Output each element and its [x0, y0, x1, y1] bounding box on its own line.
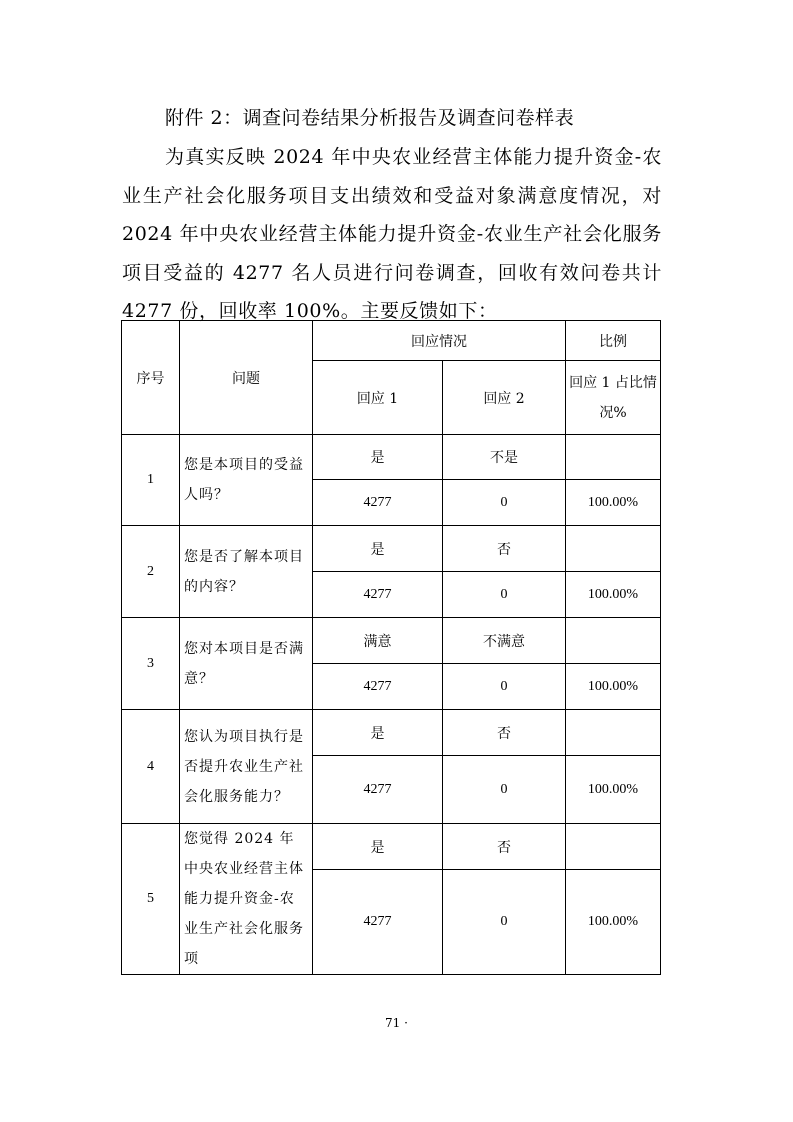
row-ratio: 100.00% — [566, 756, 661, 824]
row-count2: 0 — [443, 572, 566, 618]
row-count1: 4277 — [313, 664, 443, 710]
row-count1: 4277 — [313, 756, 443, 824]
row-ratio: 100.00% — [566, 572, 661, 618]
row-option2: 否 — [443, 710, 566, 756]
page-number: 71 · — [385, 1016, 408, 1030]
row-option2: 否 — [443, 526, 566, 572]
row-question: 您认为项目执行是否提升农业生产社会化服务能力？ — [180, 710, 313, 824]
row-ratio: 100.00% — [566, 480, 661, 526]
header-response2: 回应 2 — [443, 361, 566, 435]
row-option2: 不是 — [443, 435, 566, 480]
row-seq: 1 — [122, 435, 180, 526]
header-seq: 序号 — [122, 321, 180, 435]
table-row — [122, 824, 661, 870]
row-option2: 不满意 — [443, 618, 566, 664]
header-response1: 回应 1 — [313, 361, 443, 435]
header-ratio-detail: 回应 1 占比情况% — [566, 361, 661, 435]
header-row-top — [122, 321, 661, 361]
row-option1: 是 — [313, 435, 443, 480]
row-ratio: 100.00% — [566, 664, 661, 710]
row-seq: 3 — [122, 618, 180, 710]
row-seq: 4 — [122, 710, 180, 824]
row-count2: 0 — [443, 756, 566, 824]
row-question: 您对本项目是否满意？ — [180, 618, 313, 710]
row-question: 您是本项目的受益人吗？ — [180, 435, 313, 526]
row-option1: 满意 — [313, 618, 443, 664]
table-row — [122, 526, 661, 572]
row-question: 您是否了解本项目的内容？ — [180, 526, 313, 618]
row-count1: 4277 — [313, 480, 443, 526]
survey-results-table — [121, 320, 661, 975]
table-row — [122, 618, 661, 664]
row-count2: 0 — [443, 870, 566, 975]
row-option1: 是 — [313, 824, 443, 870]
row-seq: 5 — [122, 824, 180, 975]
row-count2: 0 — [443, 664, 566, 710]
row-count1: 4277 — [313, 870, 443, 975]
table-row — [122, 710, 661, 756]
row-question: 您觉得 2024 年中央农业经营主体能力提升资金-农业生产社会化服务项 — [180, 824, 313, 975]
row-option2: 否 — [443, 824, 566, 870]
row-ratio-empty — [566, 824, 661, 870]
intro-paragraph: 为真实反映 2024 年中央农业经营主体能力提升资金-农业生产社会化服务项目支出绩效和受益对象满意度情况，对 2024 年中央农业经营主体能力提升资金-农业生产社会化服务项目受益的 4277 名人员进行问卷调查，回收有效问卷共计 4277 份，回收率 100%。主要反馈如下： — [122, 146, 662, 322]
row-option1: 是 — [313, 526, 443, 572]
table-row — [122, 435, 661, 480]
row-ratio-empty — [566, 710, 661, 756]
row-ratio-empty — [566, 526, 661, 572]
row-ratio-empty — [566, 618, 661, 664]
appendix-heading: 附件 2：调查问卷结果分析报告及调查问卷样表 — [165, 107, 575, 129]
row-ratio: 100.00% — [566, 870, 661, 975]
row-count2: 0 — [443, 480, 566, 526]
row-seq: 2 — [122, 526, 180, 618]
row-count1: 4277 — [313, 572, 443, 618]
header-ratio-group: 比例 — [566, 321, 661, 361]
row-option1: 是 — [313, 710, 443, 756]
row-ratio-empty — [566, 435, 661, 480]
header-response-group: 回应情况 — [313, 321, 566, 361]
header-question: 问题 — [180, 321, 313, 435]
